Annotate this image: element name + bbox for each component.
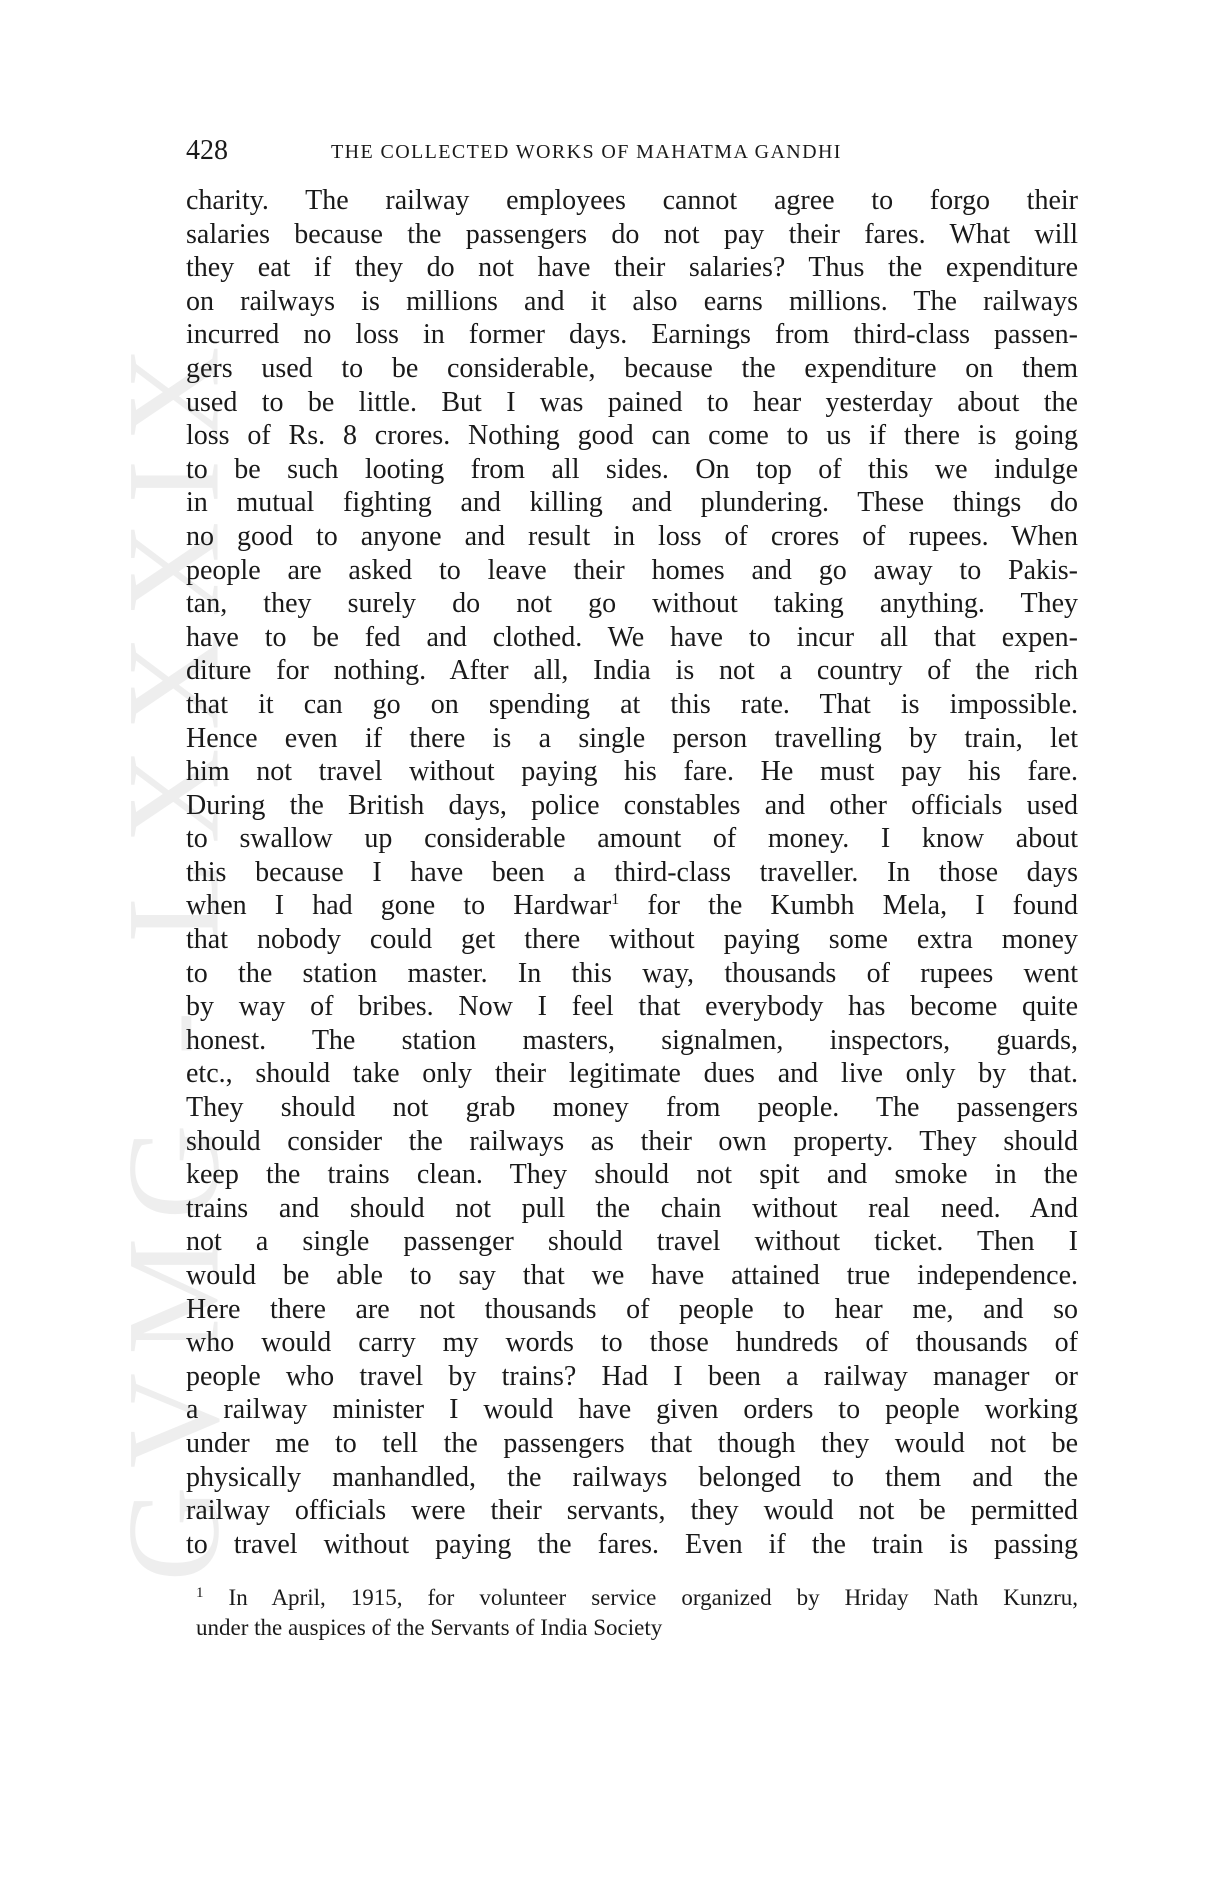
body-text [186,184,1078,1561]
text-line: no good to anyone and result in loss of crores of rupees. When [186,520,1078,552]
text-line: diture for nothing. After all, India is not a country of the rich [186,655,1078,687]
text-line: they eat if they do not have their salaries? Thus the expenditure [186,252,1078,284]
footnote-reference: 1 [611,891,620,909]
text-line: Hence even if there is a single person travelling by train, let [186,722,1078,754]
text-line: a railway minister I would have given orders to people working [186,1394,1078,1426]
text-line: on railways is millions and it also earns millions. The railways [186,285,1078,317]
text-line: gers used to be considerable, because the expenditure on them [186,352,1078,384]
text-line: charity. The railway employees cannot agree to forgo their [186,185,1078,216]
text-segment: for the Kumbh Mela, I found [647,890,1078,922]
watermark-text: GVMG - LXXXIX [99,328,247,1582]
text-line: by way of bribes. Now I feel that everybody has become quite [186,991,1078,1023]
text-line: in mutual fighting and killing and plundering. These things do [186,487,1078,519]
text-line: to travel without paying the fares. Even if the train is passing [186,1528,1078,1560]
text-line: not a single passenger should travel without ticket. Then I [186,1226,1078,1258]
text-line: loss of Rs. 8 crores. Nothing good can come to us if there is going [186,420,1078,452]
text-line: railway officials were their servants, they would not be permitted [186,1495,1078,1527]
text-line: They should not grab money from people. The passengers [186,1092,1078,1124]
footnote-marker: 1 [196,1585,204,1601]
footnote-text: In April, 1915, for volunteer service organized by Hriday Nath Kunzru, [228,1585,1079,1610]
text-line: people are asked to leave their homes and go away to Pakis- [186,554,1078,586]
text-line: have to be fed and clothed. We have to incur all that expen- [186,621,1078,653]
text-line: honest. The station masters, signalmen, inspectors, guards, [186,1024,1078,1056]
page-header [186,135,1078,171]
text-line: to be such looting from all sides. On top of this we indulge [186,453,1078,485]
text-line-with-footnote-ref [186,889,1078,923]
text-line: that it can go on spending at this rate. That is impossible. [186,688,1078,720]
page-number: 428 [186,135,228,166]
text-line: would be able to say that we have attained true independence. [186,1260,1078,1291]
text-line: tan, they surely do not go without taking anything. They [186,588,1078,620]
text-line: keep the trains clean. They should not spit and smoke in the [186,1159,1078,1191]
text-line: who would carry my words to those hundreds of thousands of [186,1327,1078,1359]
text-line: During the British days, police constables and other officials used [186,789,1078,821]
text-line: salaries because the passengers do not pay their fares. What will [186,218,1078,250]
text-line: that nobody could get there without paying some extra money [186,924,1078,956]
text-line: him not travel without paying his fare. He must pay his fare. [186,756,1078,788]
text-line: people who travel by trains? Had I been a railway manager or [186,1360,1078,1392]
footnote [196,1583,1078,1643]
text-line: should consider the railways as their own property. They should [186,1125,1078,1157]
text-line: Here there are not thousands of people to hear me, and so [186,1293,1078,1325]
footnote-line: under the auspices of the Servants of India Society [196,1615,663,1640]
text-line: physically manhandled, the railways belonged to them and the [186,1461,1078,1493]
text-line: used to be little. But I was pained to hear yesterday about the [186,386,1078,418]
text-line: this because I have been a third-class traveller. In those days [186,856,1078,888]
text-segment: when I had gone to Hardwar [186,890,612,922]
text-line: trains and should not pull the chain without real need. And [186,1192,1078,1224]
text-line: incurred no loss in former days. Earnings from third-class passen- [186,319,1078,351]
footnote-line [196,1583,1078,1613]
running-head: THE COLLECTED WORKS OF MAHATMA GANDHI [331,141,842,163]
text-line: under me to tell the passengers that though they would not be [186,1427,1078,1459]
text-line: to the station master. In this way, thousands of rupees went [186,957,1078,989]
text-line: etc., should take only their legitimate dues and live only by that. [186,1058,1078,1090]
text-line: to swallow up considerable amount of money. I know about [186,823,1078,855]
